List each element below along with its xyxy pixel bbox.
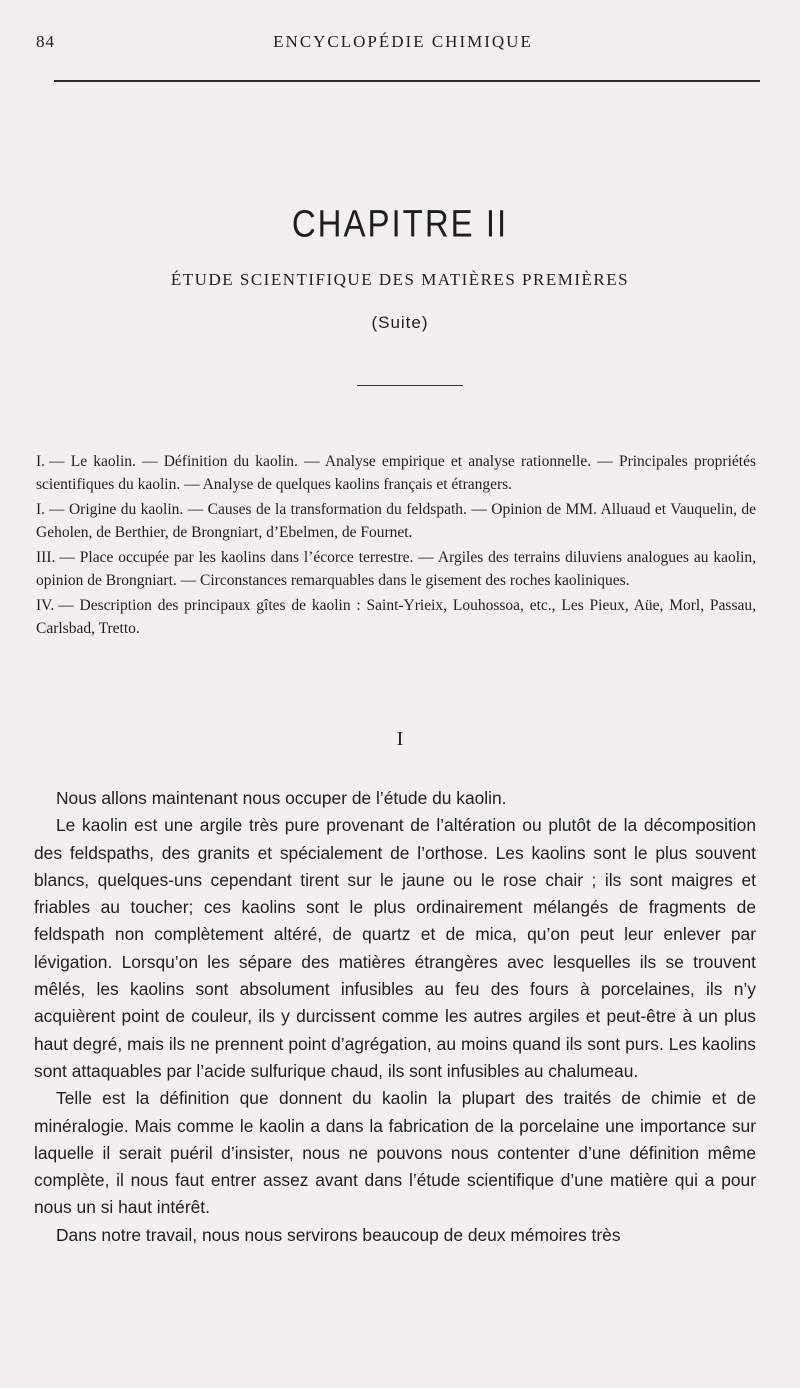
summary-item	[36, 450, 756, 496]
chapter-summary	[36, 450, 756, 642]
paragraph: Telle est la définition que donnent du kaolin la plupart des traités de chimie et de minéralogie. Mais comme le kaolin a dans la fabrication de la porcelaine une importance sur laquelle il serait puéril d’insister, nous ne pouvons nous contenter d’une définition même complète, il nous faut entrer assez avant dans l’étude scientifique d’une matière qui a pour nous un si haut intérêt.	[34, 1088, 756, 1218]
summary-number: III.	[36, 549, 56, 566]
page-header	[36, 32, 770, 62]
chapter-suite: (Suite)	[371, 313, 429, 332]
chapter-subtitle: ÉTUDE SCIENTIFIQUE DES MATIÈRES PREMIÈRES	[170, 270, 630, 289]
section-numeral: I	[396, 728, 404, 750]
summary-text: — Origine du kaolin. — Causes de la transformation du feldspath. — Opinion de MM. Alluaud et Vauquelin, de Geholen, de Berthier, de Brongniart, d’Ebelmen, de Fournet.	[36, 501, 756, 541]
running-title: ENCYCLOPÉDIE CHIMIQUE	[273, 32, 533, 51]
paragraph: Le kaolin est une argile très pure provenant de l’altération ou plutôt de la décomposition des feldspaths, des granits et spécialement de l’orthose. Les kaolins sont le plus souvent blancs, quelques-uns cependant tirent sur le jaune ou le rose chair ; ils sont maigres et friables au toucher; ces kaolins sont le plus ordinairement mélangés de fragments de feldspath non complètement altéré, de quartz et de mica, qu’on peut leur enlever par lévigation. Lorsqu’on les sépare des matières étrangères avec lesquelles ils se trouvent mêlés, les kaolins sont absolument infusibles au feu des fours à porcelaines, ils n’y acquièrent point de couleur, ils y durcissent comme les autres argiles et peut-être à un plus haut degré, mais ils ne prennent point d’agrégation, au moins quand ils sont purs. Les kaolins sont attaquables par l’acide sulfurique chaud, ils sont infusibles au chalumeau.	[34, 815, 756, 1081]
summary-text: — Description des principaux gîtes de kaolin : Saint-Yrieix, Louhossoa, etc., Les Pieux, Aüe, Morl, Passau, Carlsbad, Tretto.	[36, 597, 756, 637]
body-text	[34, 785, 756, 1249]
summary-item	[36, 546, 756, 592]
summary-text: — Place occupée par les kaolins dans l’écorce terrestre. — Argiles des terrains diluviens analogues au kaolin, opinion de Brongniart. — Circonstances remarquables dans le gisement des roches kaoliniques.	[36, 549, 756, 589]
section-divider	[357, 385, 463, 386]
summary-number: I.	[36, 453, 46, 470]
page-number: 84	[36, 32, 55, 51]
summary-item	[36, 594, 756, 640]
summary-item	[36, 498, 756, 544]
summary-number: I.	[36, 501, 46, 518]
chapter-title: CHAPITRE II	[291, 202, 509, 245]
paragraph: Dans notre travail, nous nous servirons beaucoup de deux mémoires très	[56, 1224, 621, 1245]
summary-number: IV.	[36, 597, 55, 614]
header-rule	[54, 80, 760, 82]
paragraph: Nous allons maintenant nous occuper de l’étude du kaolin.	[56, 788, 507, 808]
summary-text: — Le kaolin. — Définition du kaolin. — Analyse empirique et analyse rationnelle. — Principales propriétés scientifiques du kaolin. — Analyse de quelques kaolins français et étrangers.	[36, 453, 756, 493]
